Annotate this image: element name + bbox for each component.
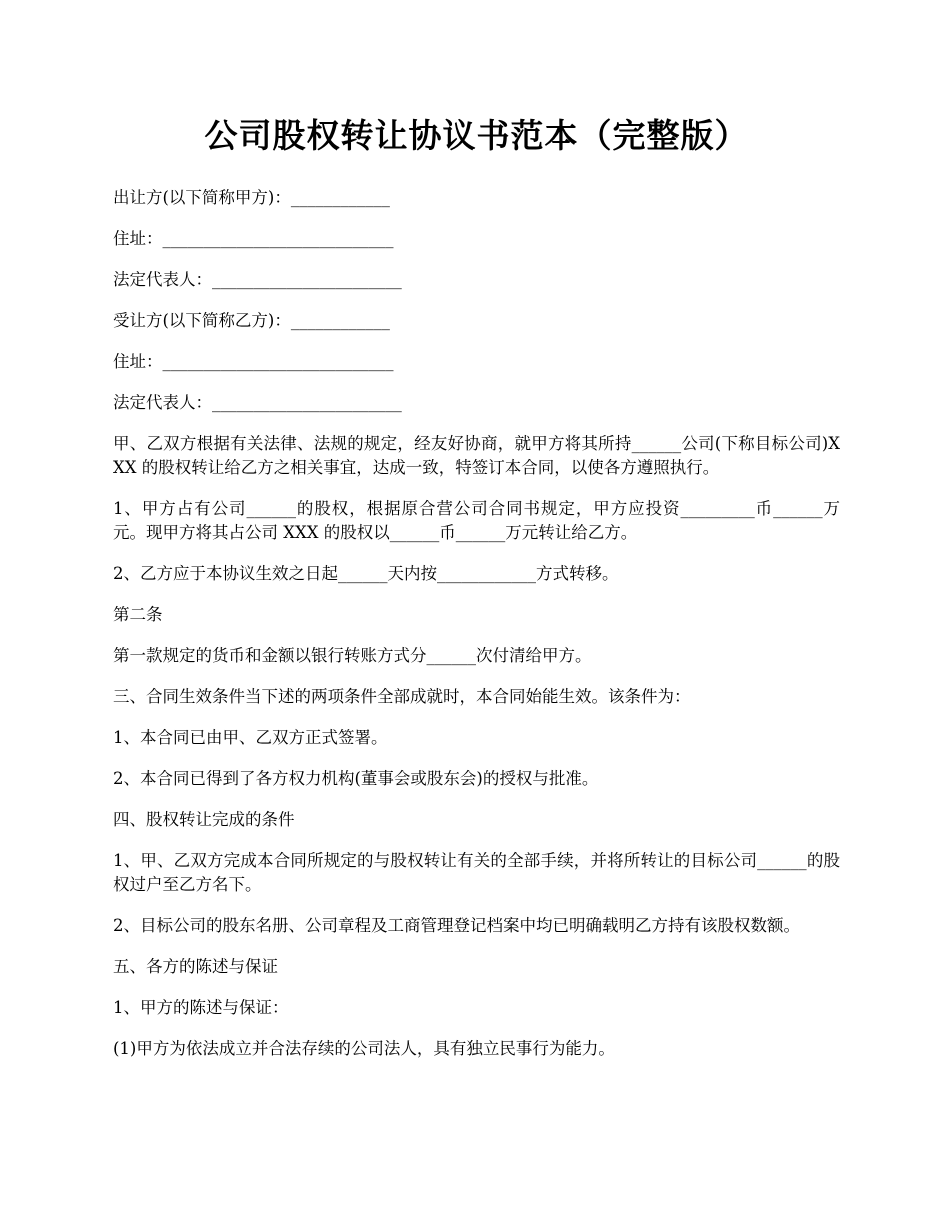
transferor-line: 出让方(以下简称甲方)：____________: [113, 188, 390, 207]
clause-paragraph: 1、甲方的陈述与保证：: [113, 998, 289, 1017]
section-heading: 三、合同生效条件当下述的两项条件全部成就时，本合同始能生效。该条件为：: [113, 687, 691, 706]
clause-paragraph: 1、甲、乙双方完成本合同所规定的与股权转让有关的全部手续，并将所转让的目标公司______的股权过户至乙方名下。: [113, 851, 840, 894]
transferor-address-line: 住址：____________________________: [113, 229, 394, 248]
section-heading: 四、股权转让完成的条件: [113, 810, 295, 829]
clause-paragraph: (1)甲方为依法成立并合法存续的公司法人，具有独立民事行为能力。: [113, 1039, 615, 1058]
clause-paragraph: 第一款规定的货币和金额以银行转账方式分______次付清给甲方。: [113, 646, 592, 665]
document-title: 公司股权转让协议书范本（完整版）: [204, 116, 749, 155]
clause-paragraph: 2、目标公司的股东名册、公司章程及工商管理登记档案中均已明确载明乙方持有该股权数额。: [113, 916, 800, 935]
transferee-representative-line: 法定代表人：_______________________: [113, 393, 402, 412]
transferee-address-line: 住址：____________________________: [113, 352, 394, 371]
transferee-line: 受让方(以下简称乙方)：____________: [113, 311, 390, 330]
section-heading: 第二条: [113, 605, 163, 624]
transferor-representative-line: 法定代表人：_______________________: [113, 270, 402, 289]
section-heading: 五、各方的陈述与保证: [113, 957, 278, 976]
clause-paragraph: 1、本合同已由甲、乙双方正式签署。: [113, 728, 388, 747]
clause-paragraph: 2、本合同已得到了各方权力机构(董事会或股东会)的授权与批准。: [113, 769, 599, 788]
clause-paragraph: 2、乙方应于本协议生效之日起______天内按____________方式转移。: [113, 564, 619, 583]
clause-paragraph: 1、甲方占有公司______的股权，根据原合营公司合同书规定，甲方应投资_________币______万元。现甲方将其占公司 XXX 的股权以______币______万元转让给乙方。: [113, 499, 840, 542]
preamble-paragraph: 甲、乙双方根据有关法律、法规的规定，经友好协商，就甲方将其所持______公司(下称目标公司)XXX 的股权转让给乙方之相关事宜，达成一致，特签订本合同，以使各方遵照执行。: [113, 434, 840, 477]
